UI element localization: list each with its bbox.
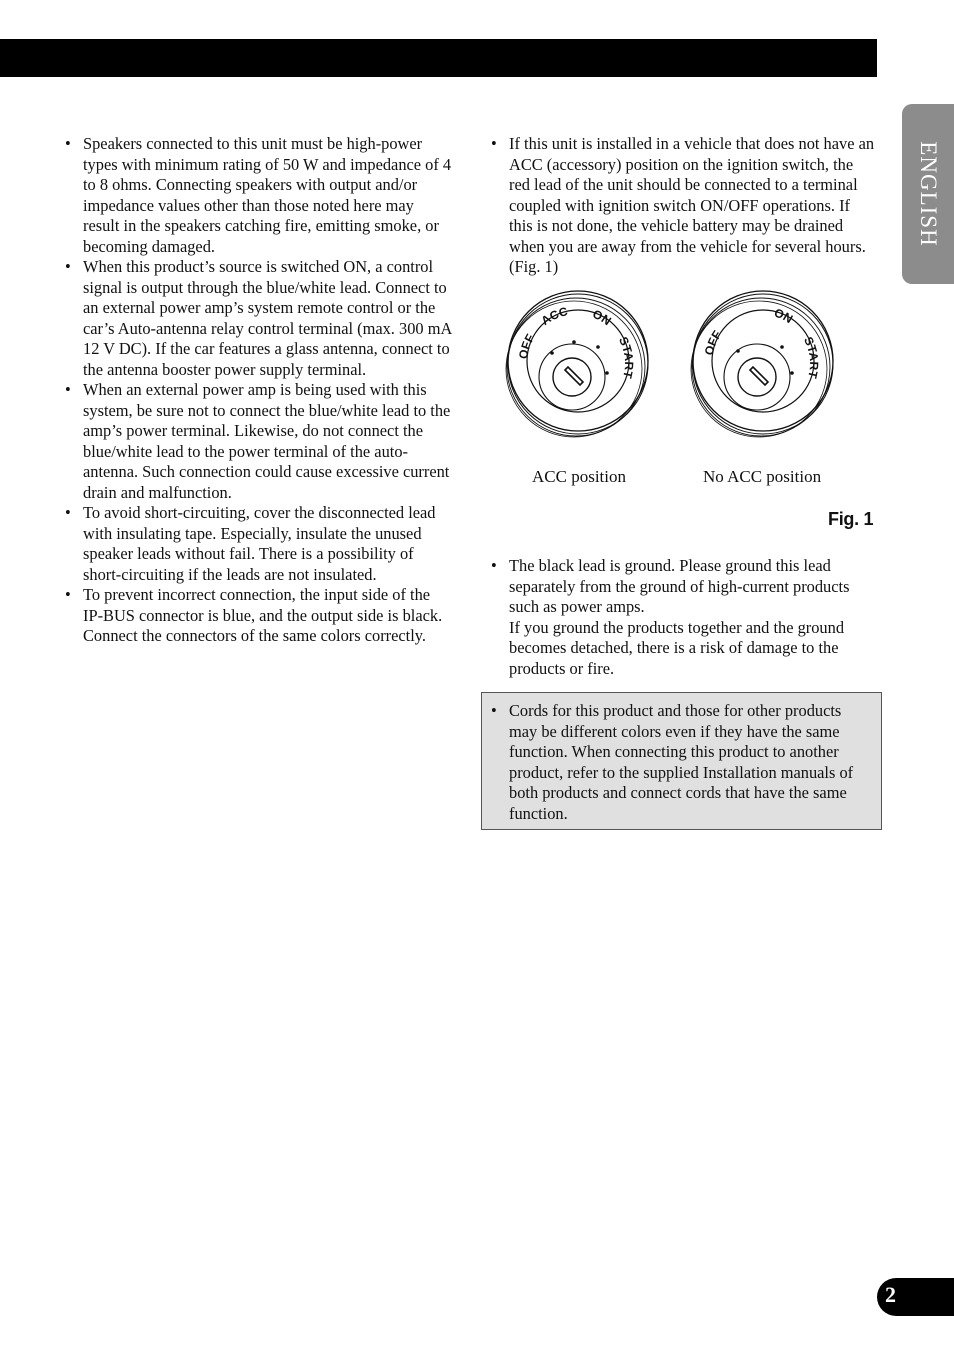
right-column-mid-list — [489, 556, 877, 679]
switch-label-acc: ACC — [538, 304, 570, 328]
acc-position-caption: ACC position — [532, 467, 626, 486]
list-item: • When this product’s source is switched ON, a control signal is output through the blue/white lead. Connect to an external power amp’s system remote control or the car’s Auto-antenna relay control terminal (max. 300 mA 12 V DC). If the car features a glass antenna, connect to the antenna booster power supply terminal. — [63, 257, 453, 380]
list-item: • If this unit is installed in a vehicle that does not have an ACC (accessory) position on the ignition switch, the red lead of the unit should be connected to a terminal coupled with ignition switch ON/OFF operations. If this is not done, the vehicle battery may be drained when you are away from the vehicle for several hours. (Fig. 1) — [489, 134, 877, 278]
no-acc-switch-label-on-text — [772, 306, 795, 327]
list-item: • Cords for this product and those for other products may be different colors even if they have the same function. When connecting this product to another product, refer to the supplied Installation manuals of both products and connect cords that have the same function. — [489, 701, 871, 824]
list-item — [489, 556, 877, 679]
language-tab-label: ENGLISH — [916, 141, 941, 247]
page-number-badge — [877, 1278, 954, 1316]
switch-label-off: OFF — [516, 331, 538, 361]
switch-label-start: START — [801, 334, 822, 380]
list-item: • To avoid short-circuiting, cover the disconnected lead with insulating tape. Especially, insulate the unused speaker leads without fail. There is a possibility of short-circuiting if the leads are not insulated. — [63, 503, 453, 585]
no-acc-position-caption: No ACC position — [703, 467, 822, 486]
language-tab — [902, 104, 954, 284]
no-acc-switch-label-start-text — [801, 335, 821, 381]
note-list — [489, 701, 871, 824]
acc-switch-label-on-text — [591, 307, 614, 328]
acc-switch-label-start-text — [616, 335, 636, 381]
switch-label-on: ON — [590, 306, 614, 329]
switch-label-start: START — [616, 334, 637, 380]
list-item: • When an external power amp is being used with this system, be sure not to connect the blue/white lead to the amp’s power terminal. Likewise, do not connect the blue/white lead to the power terminal of the auto-antenna. Such connection could cause excessive current drain and malfunction. — [63, 380, 453, 503]
note-box — [481, 692, 882, 830]
ground-bullet-line1: The black lead is ground. Please ground this lead separately from the ground of high-current products such as power amps. — [509, 556, 850, 616]
ground-bullet-line2: If you ground the products together and the ground becomes detached, there is a risk of damage to the products or fire. — [509, 617, 845, 678]
list-item: • To prevent incorrect connection, the input side of the IP-BUS connector is blue, and the output side is black. Connect the connectors of the same colors correctly. — [63, 585, 453, 647]
header-bar — [0, 39, 877, 77]
page-number: 2 — [885, 1282, 896, 1307]
list-item: • Speakers connected to this unit must be high-power types with minimum rating of 50 W and impedance of 4 to 8 ohms. Connecting speakers with output and/or impedance values other than those noted here may result in the speakers catching fire, emitting smoke, or becoming damaged. — [63, 134, 453, 257]
left-column-list — [63, 134, 453, 647]
right-column-top-list — [489, 134, 877, 278]
figure-1 — [490, 285, 880, 535]
figure-label: Fig. 1 — [828, 509, 874, 529]
switch-label-off: OFF — [701, 328, 725, 357]
switch-label-on: ON — [772, 305, 796, 327]
ignition-switch-diagram — [490, 285, 880, 535]
